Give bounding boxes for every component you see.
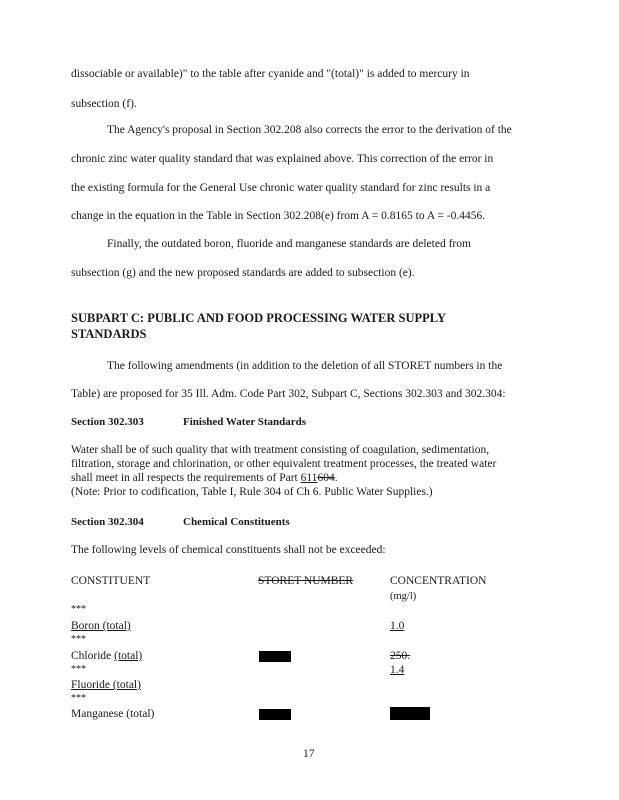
deleted-text: 604 [317,472,335,484]
omission-marker: *** [71,634,86,645]
table-row-chloride [71,650,142,662]
table-header-unit: (mg/l) [390,591,417,602]
redaction-block [390,707,430,720]
body-text: shall meet in all respects the requirements of Part [71,472,301,484]
omission-marker: *** [71,693,86,704]
body-line: subsection (g) and the new proposed standards are added to subsection (e). [71,267,415,279]
section-title: Finished Water Standards [183,416,307,428]
omission-marker: *** [71,664,86,675]
table-row-manganese: Manganese (total) [71,708,155,720]
body-line: The following amendments (in addition to the deletion of all STORET numbers in the [107,360,503,372]
chloride-total: (total) [114,650,143,662]
table-row-fluoride: Fluoride (total) [71,679,141,691]
body-line: Finally, the outdated boron, fluoride and manganese standards are deleted from [107,238,471,250]
table-header-constituent: CONSTITUENT [71,575,151,587]
body-line: change in the equation in the Table in Section 302.208(e) from A = 0.8165 to A = -0.4456. [71,210,486,222]
subpart-heading: STANDARDS [71,327,147,341]
subpart-heading: SUBPART C: PUBLIC AND FOOD PROCESSING WATER SUPPLY [71,311,446,325]
table-header-concentration: CONCENTRATION [390,575,487,587]
page-number: 17 [303,748,315,760]
inserted-text: 611 [300,472,318,484]
chloride-value-old: 250. [390,650,411,662]
section-number: Section 302.304 [71,516,144,528]
section-title: Chemical Constituents [183,516,290,528]
table-header-storet: STORET NUMBER [258,575,354,587]
body-line [71,472,338,484]
redaction-block [259,651,291,662]
boron-value: 1.0 [390,620,405,632]
body-line: The following levels of chemical constituents shall not be exceeded: [71,544,386,556]
note-line: (Note: Prior to codification, Table I, Rule 304 of Ch 6. Public Water Supplies.) [71,486,433,498]
redaction-block [259,709,291,720]
body-line: subsection (f). [71,98,137,110]
chloride-label: Chloride [71,650,115,662]
body-line: Table) are proposed for 35 Ill. Adm. Code Part 302, Subpart C, Sections 302.303 and 302.304: [71,388,506,400]
body-line: chronic zinc water quality standard that was explained above. This correction of the error in [71,153,494,165]
body-line: filtration, storage and chlorination, or other equivalent treatment processes, the treated water [71,458,497,470]
fluoride-value: 1.4 [390,664,405,676]
section-number: Section 302.303 [71,416,144,428]
table-row-boron: Boron (total) [71,620,131,632]
body-line: Water shall be of such quality that with treatment consisting of coagulation, sedimentation, [71,444,490,456]
body-text: . [334,472,338,484]
body-line: the existing formula for the General Use chronic water quality standard for zinc results in a [71,182,491,194]
body-line: The Agency's proposal in Section 302.208 also corrects the error to the derivation of the [107,124,512,136]
body-line: dissociable or available)" to the table after cyanide and "(total)" is added to mercury in [71,68,470,80]
omission-marker: *** [71,604,86,615]
